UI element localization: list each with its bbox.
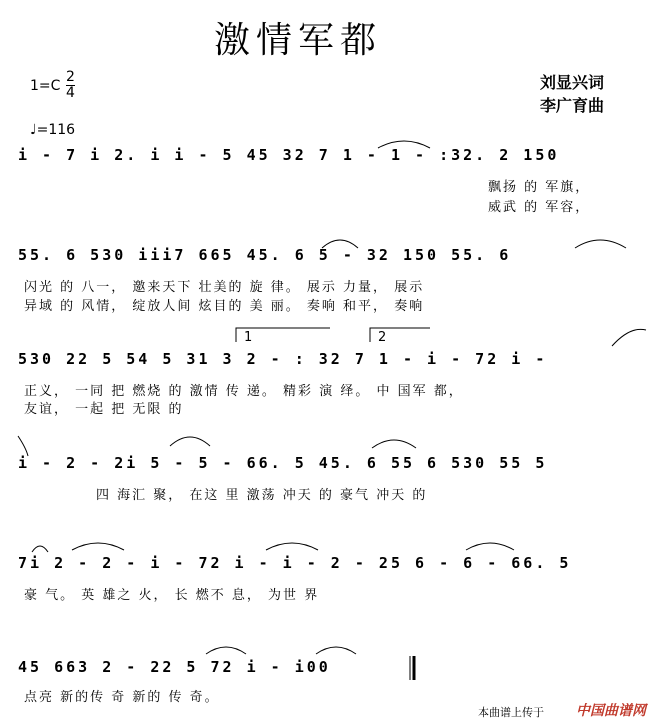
slur — [18, 436, 28, 456]
slur — [72, 543, 124, 550]
lyrics-row-1-verse-2: 威武 的 军容， — [488, 200, 591, 215]
lyrics-row-2-verse-2: 异域 的 风情， 绽放人间 炫目的 美 丽。 奏响 和平， 奏响 — [24, 299, 425, 314]
volta-second-ending: 2 — [378, 330, 387, 345]
slur — [266, 543, 318, 550]
composer-credit: 李广育曲 — [540, 96, 605, 115]
lyrics-row-1-verse-1: 飘扬 的 军旗， — [488, 180, 591, 195]
staff-row-4: i - 2 - 2i 5 - 5 - 66. 5 45. 6 55 6 530 55 5 — [18, 454, 548, 472]
time-signature-top: 2 — [66, 69, 75, 85]
site-logo: 中国曲谱网 — [576, 703, 646, 719]
slur — [466, 543, 514, 550]
slur — [322, 240, 358, 248]
staff-row-5: 7i 2 - 2 - i - 72 i - i - 2 - 25 6 - 6 - 66. 5 — [18, 554, 572, 572]
lyrics-row-3-verse-2: 友谊， 一起 把 无限 的 — [24, 402, 184, 417]
volta-bracket-1 — [236, 328, 330, 342]
lyricist-credit: 刘显兴词 — [540, 73, 605, 92]
footer-upload-text: 本曲谱上传于 — [478, 706, 544, 719]
slur — [206, 647, 246, 654]
lyrics-row-3-verse-1: 正义， 一同 把 燃烧 的 激情 传 递。 精彩 演 绎。 中 国军 都， — [24, 384, 464, 399]
page-title: 激情军都 — [214, 20, 383, 61]
slur — [170, 437, 210, 446]
staff-row-1: i - 7 i 2. i i - 5 45 32 7 1 - 1 - :32. 2 150 — [18, 146, 560, 164]
staff-row-3: 530 22 5 54 5 31 3 2 - : 32 7 1 - i - 72 i - — [18, 350, 548, 368]
lyrics-row-2-verse-1: 闪光 的 八一， 邀来天下 壮美的 旋 律。 展示 力量， 展示 — [24, 280, 425, 295]
time-signature-bottom: 4 — [66, 85, 75, 101]
slur — [372, 440, 416, 448]
slur — [316, 647, 356, 654]
quarter-note-icon: ♩ — [30, 122, 37, 138]
key-signature: 1=C — [30, 78, 61, 94]
volta-first-ending: 1 — [244, 330, 253, 345]
tempo-value: =116 — [36, 122, 76, 138]
staff-row-6: 45 663 2 - 22 5 72 i - i00 — [18, 658, 331, 676]
lyrics-row-4: 四 海汇 聚， 在这 里 激荡 冲天 的 豪气 冲天 的 — [96, 488, 428, 503]
volta-bracket-2 — [370, 328, 430, 342]
slur — [575, 240, 626, 248]
staff-row-2: 55. 6 530 iii7 665 45. 6 5 - 32 150 55. 6 — [18, 246, 512, 264]
slur — [378, 141, 430, 148]
slur — [32, 546, 48, 552]
lyrics-row-5: 豪 气。 英 雄之 火， 长 燃不 息， 为世 界 — [24, 588, 320, 603]
lyrics-row-6: 点亮 新的传 奇 新的 传 奇。 — [24, 690, 220, 705]
slur — [612, 329, 646, 346]
